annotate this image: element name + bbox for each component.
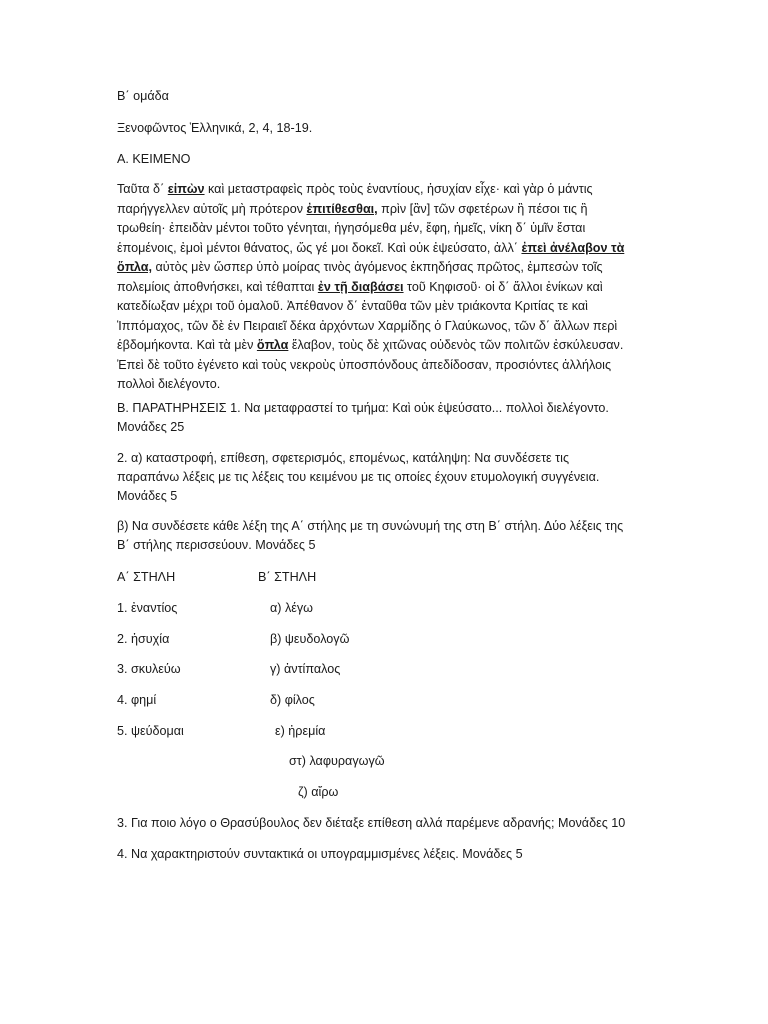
question-2a-points: Μονάδες 5: [117, 489, 178, 503]
column-b-item: α) λέγω: [270, 601, 314, 615]
column-b-item: δ) φίλος: [270, 693, 315, 707]
text-line-11: πολλοὶ διελέγοντο.: [117, 377, 221, 391]
column-a-item: 1. ἐναντίος: [117, 601, 178, 615]
question-1-points: Μονάδες 25: [117, 420, 185, 434]
question-1: Β. ΠΑΡΑΤΗΡΗΣΕΙΣ 1. Να μεταφραστεί το τμήμα: Καὶ οὐκ ἐψεύσατο... πολλοὶ διελέγοντο.: [117, 401, 609, 415]
text-line-8: Ἱππόμαχος, τῶν δὲ ἐν Πειραιεῖ δέκα ἀρχόντων Χαρμίδης ὁ Γλαύκωνος, τῶν δ΄ ἄλλων περὶ: [117, 318, 618, 333]
question-2b-line-1: β) Να συνδέσετε κάθε λέξη της Α΄ στήλης με τη συνώνυμή της στη Β΄ στήλη. Δύο λέξεις της: [117, 519, 624, 533]
underlined-word: ἐν τῇ διαβάσει: [317, 279, 404, 294]
text-line-10: Ἐπεὶ δὲ τοῦτο ἐγένετο καὶ τοὺς νεκροὺς ὑποσπόνδους ἀπεδίδοσαν, προσιόντες ἀλλήλοις: [117, 357, 612, 372]
column-a-item: 3. σκυλεύω: [117, 662, 181, 676]
underlined-word: ἐπεὶ ἀνέλαβον τὰ: [521, 240, 625, 255]
text-line-7: κατεδίωξαν μέχρι τοῦ ὁμαλοῦ. Ἀπέθανον δ΄ ἐνταῦθα τῶν μὲν τριάκοντα Κριτίας τε καὶ: [117, 299, 588, 313]
text-line-2: παρήγγελλεν αὐτοῖς μὴ πρότερον ἐπιτίθεσθαι, πρὶν [ἂν] τῶν σφετέρων ἢ πέσοι τις ἢ: [117, 201, 588, 216]
column-b-heading: Β΄ ΣΤΗΛΗ: [258, 570, 317, 584]
column-a-item: 5. ψεύδομαι: [117, 724, 184, 738]
column-a-heading: Α΄ ΣΤΗΛΗ: [117, 570, 176, 584]
question-3: 3. Για ποιο λόγο ο Θρασύβουλος δεν διέταξε επίθεση αλλά παρέμενε αδρανής; Μονάδες 10: [117, 816, 626, 830]
text-line-3: τρωθείη· ἐπειδὰν μέντοι τοῦτο γένηται, ἡγησόμεθα μέν, ἔφη, ἡμεῖς, νίκη δ΄ ὑμῖν ἔσται: [117, 221, 586, 235]
text-line-1: Ταῦτα δ΄ εἰπὼν καὶ μεταστραφεὶς πρὸς τοὺς ἐναντίους, ἡσυχίαν εἶχε· καὶ γὰρ ὁ μάντις: [117, 182, 593, 196]
question-2a-line-1: 2. α) καταστροφή, επίθεση, σφετερισμός, επομένως, κατάληψη: Να συνδέσετε τις: [117, 451, 570, 465]
underlined-word: εἰπὼν: [167, 182, 205, 196]
column-b-item: ζ) αἴρω: [298, 785, 339, 799]
column-a-item: 2. ἡσυχία: [117, 632, 170, 646]
question-4: 4. Να χαρακτηριστούν συντακτικά οι υπογραμμισμένες λέξεις. Μονάδες 5: [117, 847, 523, 861]
source-citation: Ξενοφῶντος Ἑλληνικά, 2, 4, 18-19.: [117, 121, 313, 135]
underlined-word: ἐπιτίθεσθαι,: [306, 201, 378, 216]
text-line-4: ἑπομένοις, ἐμοὶ μέντοι θάνατος, ὥς γέ μοι δοκεῖ. Καὶ οὐκ ἐψεύσατο, ἀλλ΄ ἐπεὶ ἀνέλαβον τὰ: [117, 240, 625, 255]
section-heading-text: Α. ΚΕΙΜΕΝΟ: [117, 152, 191, 166]
column-b-item: ε) ἠρεμία: [275, 724, 326, 738]
column-b-item: γ) ἀντίπαλος: [270, 662, 341, 676]
ancient-text-passage: [117, 180, 657, 395]
question-2b-line-2: Β΄ στήλης περισσεύουν. Μονάδες 5: [117, 538, 316, 552]
column-b-item: στ) λαφυραγωγῶ: [289, 754, 385, 768]
text-line-9: ἑβδομήκοντα. Καὶ τὰ μὲν ὅπλα ἔλαβον, τοὺς δὲ χιτῶνας οὐδενὸς τῶν πολιτῶν ἐσκύλευσαν.: [117, 338, 624, 352]
text-line-6: πολεμίοις ἀποθνήσκει, καὶ τέθαπται ἐν τῇ διαβάσει τοῦ Κηφισοῦ· οἱ δ΄ ἄλλοι ἐνίκων καὶ: [117, 279, 603, 294]
underlined-word: ὅπλα: [256, 338, 289, 352]
text-line-5: ὅπλα, αὐτὸς μὲν ὥσπερ ὑπὸ μοίρας τινὸς ἀγόμενος ἐκπηδήσας πρῶτος, ἐμπεσὼν τοῖς: [117, 260, 603, 274]
question-2a-line-2: παραπάνω λέξεις με τις λέξεις του κειμένου με τις οποίες έχουν ετυμολογική συγγένεια.: [117, 470, 600, 484]
group-label: Β΄ ομάδα: [117, 89, 169, 103]
underlined-word: ὅπλα,: [117, 260, 152, 274]
column-b-item: β) ψευδολογῶ: [270, 632, 350, 646]
column-a-item: 4. φημί: [117, 693, 157, 707]
